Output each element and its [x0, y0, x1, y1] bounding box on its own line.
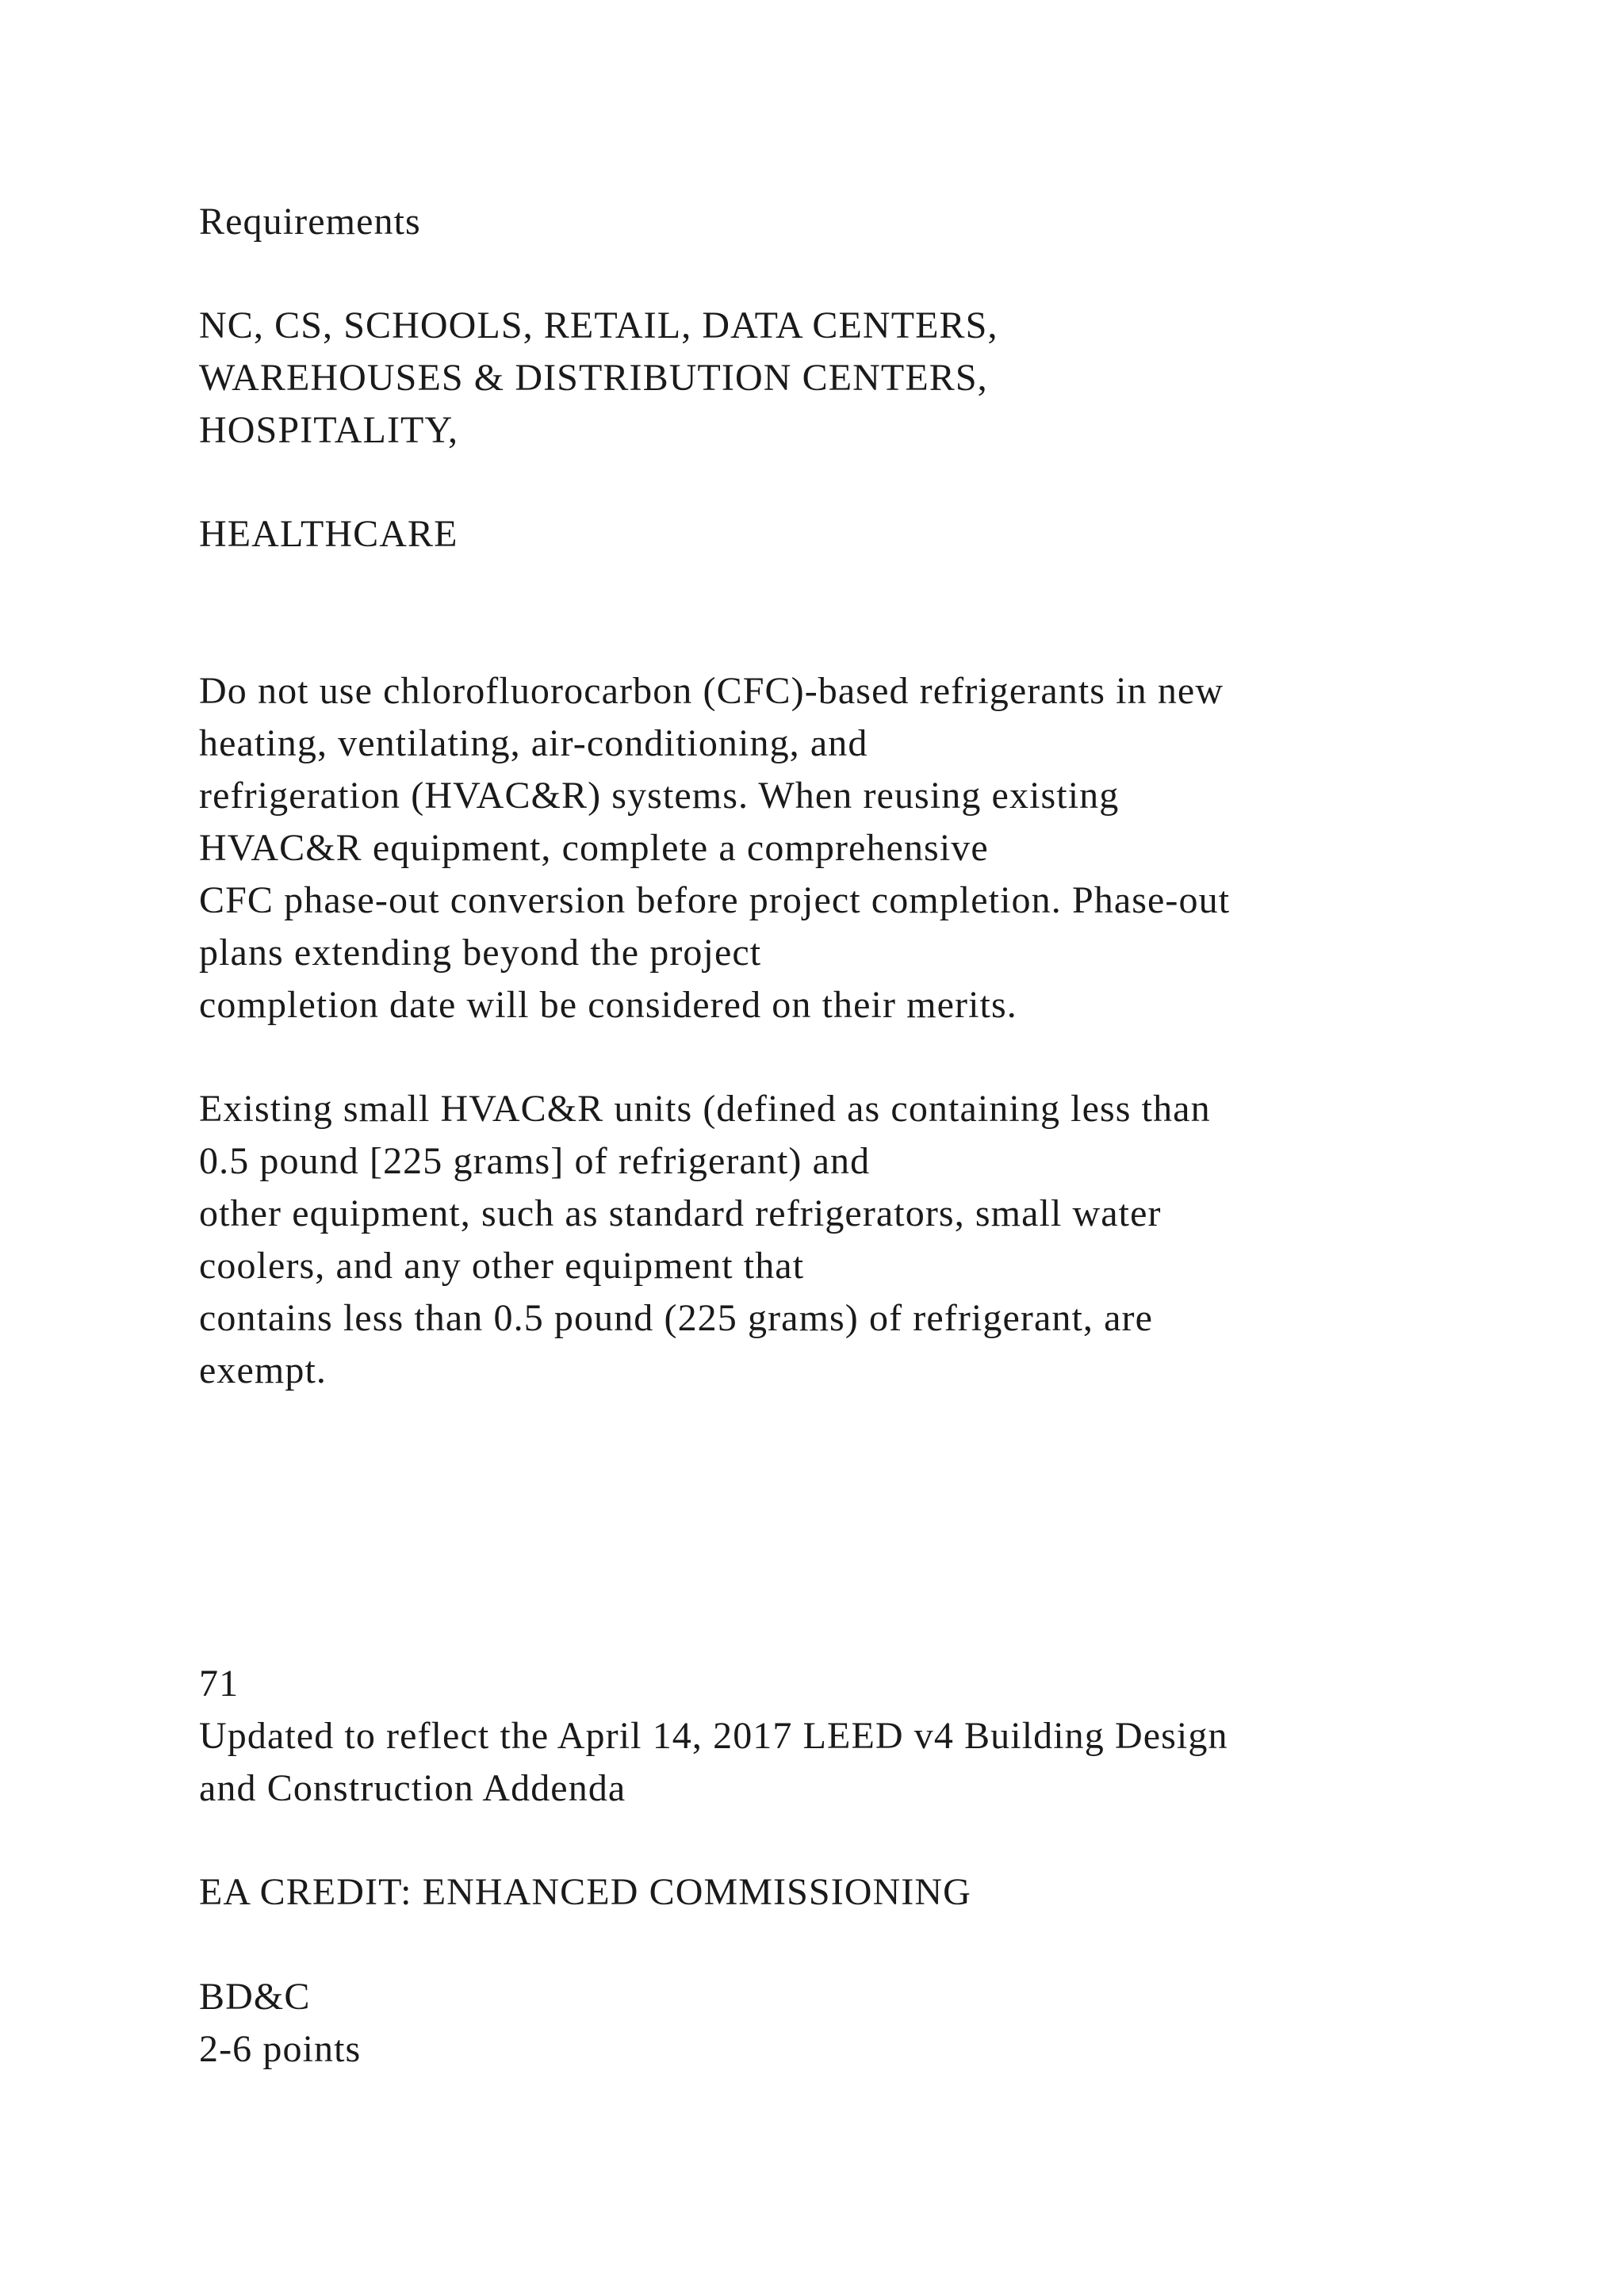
update-note-line-2: and Construction Addenda [199, 1767, 626, 1809]
paragraph2-line-2: 0.5 pound [225 grams] of refrigerant) and [199, 1140, 871, 1182]
paragraph1-line-7: completion date will be considered on their merits. [199, 984, 1017, 1026]
paragraph2-line-1: Existing small HVAC&R units (defined as containing less than [199, 1088, 1211, 1130]
credit-title: EA CREDIT: ENHANCED COMMISSIONING [199, 1871, 971, 1913]
rating-system: BD&C [199, 1976, 311, 2018]
update-note-line-1: Updated to reflect the April 14, 2017 LEED v4 Building Design [199, 1715, 1228, 1757]
page-number: 71 [199, 1663, 239, 1705]
paragraph1-line-1: Do not use chlorofluorocarbon (CFC)-based refrigerants in new [199, 670, 1224, 712]
paragraph2-line-6: exempt. [199, 1349, 327, 1391]
paragraph1-line-5: CFC phase-out conversion before project completion. Phase-out [199, 879, 1231, 921]
paragraph1-line-3: refrigeration (HVAC&R) systems. When reusing existing [199, 775, 1120, 817]
project-types-line-3: HOSPITALITY, [199, 409, 459, 451]
project-type-healthcare: HEALTHCARE [199, 513, 458, 555]
paragraph1-line-6: plans extending beyond the project [199, 932, 762, 974]
paragraph2-line-5: contains less than 0.5 pound (225 grams) of refrigerant, are [199, 1297, 1153, 1339]
points: 2-6 points [199, 2028, 362, 2070]
paragraph1-line-2: heating, ventilating, air-conditioning, and [199, 722, 868, 764]
paragraph2-line-3: other equipment, such as standard refrigerators, small water [199, 1192, 1162, 1234]
paragraph2-line-4: coolers, and any other equipment that [199, 1245, 805, 1287]
project-types-line-1: NC, CS, SCHOOLS, RETAIL, DATA CENTERS, [199, 304, 998, 346]
project-types-line-2: WAREHOUSES & DISTRIBUTION CENTERS, [199, 357, 988, 399]
heading-requirements: Requirements [199, 201, 421, 243]
paragraph1-line-4: HVAC&R equipment, complete a comprehensive [199, 827, 989, 869]
